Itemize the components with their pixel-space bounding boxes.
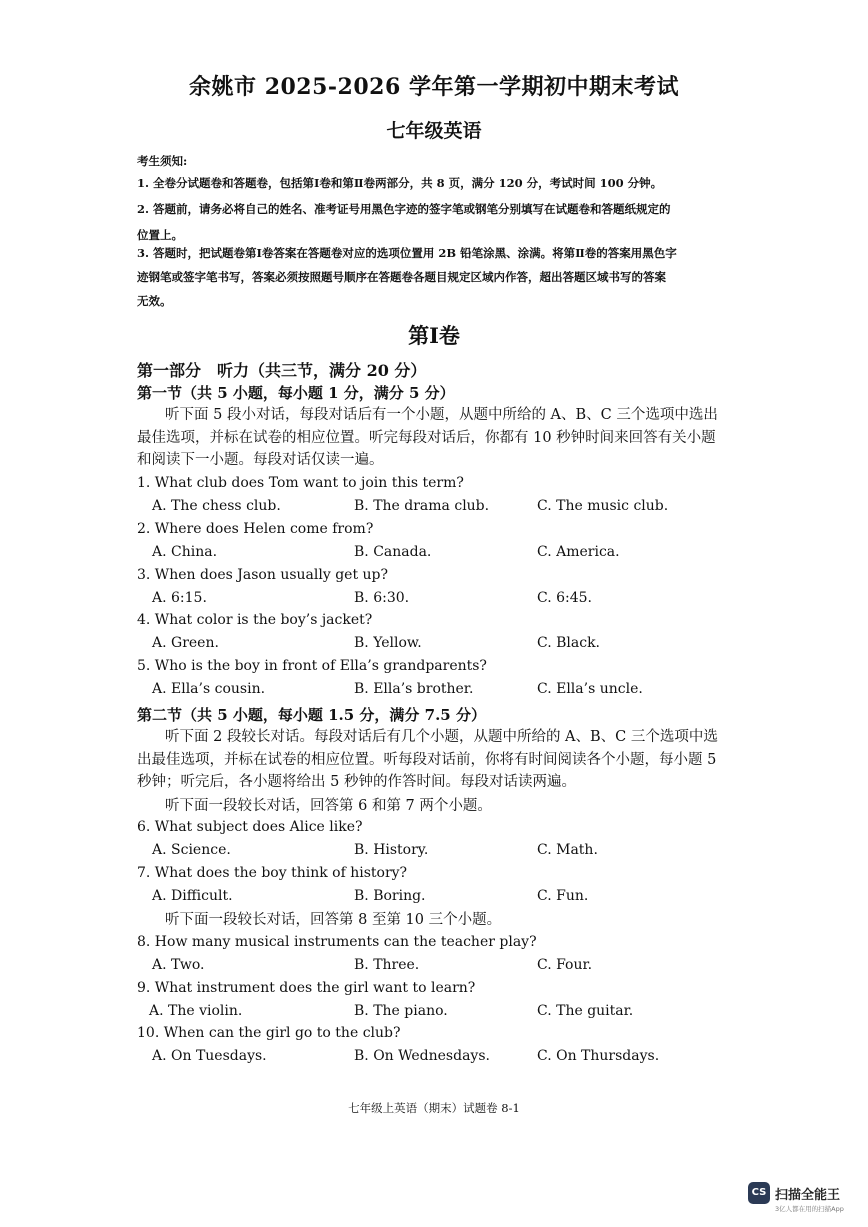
q2-option-c: C. America. — [537, 544, 620, 560]
q7-option-b: B. Boring. — [354, 888, 426, 904]
q9-option-b: B. The piano. — [354, 1003, 448, 1019]
q6-option-b: B. History. — [354, 842, 429, 858]
exam-subtitle: 七年级英语 — [386, 120, 482, 142]
q5-option-b: B. Ella’s brother. — [354, 681, 474, 697]
q6-option-a: A. Science. — [152, 842, 231, 858]
question-4: 4. What color is the boy’s jacket? — [137, 612, 373, 628]
section2-instructions: 听下面 2 段较长对话。每段对话后有几个小题，从题中所给的 A、B、C 三个选项中选 出最佳选项，并标在试卷的相应位置。听每段对话前，你将有时间阅读各个小题，每小题 5 秒钟；听完后，各小题将给出 5 秒钟的作答时间。每段对话读两遍。 — [137, 729, 718, 790]
q8-option-a: A. Two. — [152, 957, 205, 973]
q10-option-a: A. On Tuesdays. — [152, 1048, 267, 1064]
q8-option-c: C. Four. — [537, 957, 593, 973]
section2-subinstruction-2: 听下面一段较长对话，回答第 8 至第 10 三个小题。 — [165, 912, 502, 928]
scanner-watermark — [748, 1178, 858, 1218]
question-8: 8. How many musical instruments can the teacher play? — [137, 934, 537, 950]
scanner-app-name: 扫描全能王 — [775, 1188, 841, 1203]
q1-option-c: C. The music club. — [537, 498, 669, 514]
section2-subinstruction-1: 听下面一段较长对话，回答第 6 和第 7 两个小题。 — [165, 798, 492, 814]
page-footer: 七年级上英语（期末）试题卷 8-1 — [348, 1101, 520, 1115]
volume-title: 第Ⅰ卷 — [408, 323, 460, 348]
question-2: 2. Where does Helen come from? — [137, 521, 374, 537]
scanner-tagline: 3亿人都在用的扫描App — [775, 1205, 844, 1213]
part1-title: 第一部分 听力（共三节，满分 20 分） — [137, 361, 427, 380]
q8-option-b: B. Three. — [354, 957, 420, 973]
question-1: 1. What club does Tom want to join this term? — [137, 475, 464, 491]
q5-option-c: C. Ella’s uncle. — [537, 681, 643, 697]
q7-option-c: C. Fun. — [537, 888, 589, 904]
notice-item-2: 2. 答题前，请务必将自己的姓名、准考证号用黑色字迹的签字笔或钢笔分别填写在试题卷和答题纸规定的 位置上。 — [137, 202, 671, 242]
section2-title: 第二节（共 5 小题，每小题 1.5 分，满分 7.5 分） — [137, 706, 486, 724]
q5-option-a: A. Ella’s cousin. — [152, 681, 266, 697]
question-10: 10. When can the girl go to the club? — [137, 1025, 401, 1041]
question-7: 7. What does the boy think of history? — [137, 865, 408, 881]
question-3: 3. When does Jason usually get up? — [137, 567, 389, 583]
q7-option-a: A. Difficult. — [152, 888, 233, 904]
question-5: 5. Who is the boy in front of Ella’s grandparents? — [137, 658, 487, 674]
q10-option-b: B. On Wednesdays. — [354, 1048, 490, 1064]
notice-item-3: 3. 答题时，把试题卷第Ⅰ卷答案在答题卷对应的选项位置用 2B 铅笔涂黑、涂满。将第Ⅱ卷的答案用黑色字 迹钢笔或签字笔书写，答案必须按照题号顺序在答题卷各题目规定区域内作答，超出答题区域书写的答案 无效。 — [137, 246, 677, 308]
section1-title: 第一节（共 5 小题，每小题 1 分，满分 5 分） — [137, 384, 455, 402]
exam-title: 余姚市 2025-2026 学年第一学期初中期末考试 — [189, 74, 679, 100]
section1-instructions: 听下面 5 段小对话，每段对话后有一个小题，从题中所给的 A、B、C 三个选项中选出 最佳选项，并标在试卷的相应位置。听完每段对话后，你都有 10 秒钟时间来回答有关小题 和阅读下一小题。每段对话仅读一遍。 — [137, 407, 718, 468]
q1-option-b: B. The drama club. — [354, 498, 490, 514]
q6-option-c: C. Math. — [537, 842, 598, 858]
q9-option-c: C. The guitar. — [537, 1003, 634, 1019]
question-9: 9. What instrument does the girl want to learn? — [137, 980, 476, 996]
q2-option-a: A. China. — [152, 544, 218, 560]
q2-option-b: B. Canada. — [354, 544, 432, 560]
q9-option-a: A. The violin. — [149, 1003, 243, 1019]
q3-option-a: A. 6:15. — [152, 590, 207, 606]
camscanner-logo-icon: CS — [748, 1182, 770, 1204]
q1-option-a: A. The chess club. — [152, 498, 281, 514]
q4-option-b: B. Yellow. — [354, 635, 422, 651]
q10-option-c: C. On Thursdays. — [537, 1048, 660, 1064]
q3-option-b: B. 6:30. — [354, 590, 410, 606]
q3-option-c: C. 6:45. — [537, 590, 593, 606]
q4-option-c: C. Black. — [537, 635, 600, 651]
question-6: 6. What subject does Alice like? — [137, 819, 363, 835]
q4-option-a: A. Green. — [152, 635, 219, 651]
notice-item-1: 1. 全卷分试题卷和答题卷，包括第Ⅰ卷和第Ⅱ卷两部分，共 8 页，满分 120 分，考试时间 100 分钟。 — [137, 176, 663, 190]
notice-heading: 考生须知: — [137, 154, 188, 168]
